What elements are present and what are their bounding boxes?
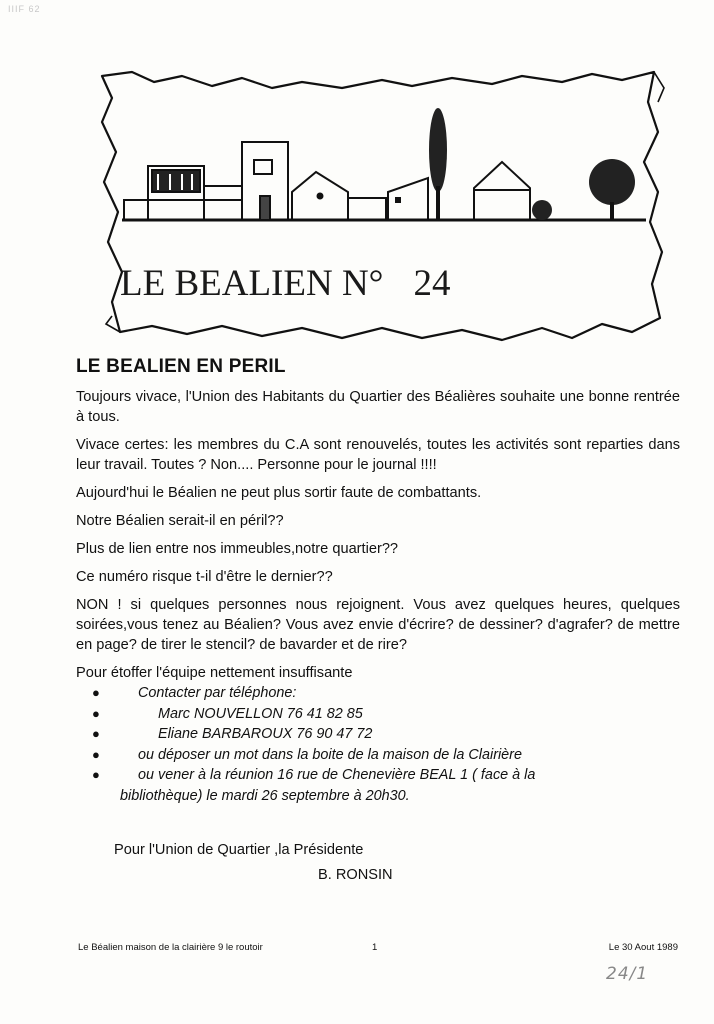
house-right [474, 162, 530, 220]
poplar-tree [429, 108, 447, 220]
article [76, 356, 680, 806]
paragraph-3: Aujourd'hui le Béalien ne peut plus sortir faute de combattants. [76, 485, 482, 501]
phone-label: Contacter par téléphone: [138, 685, 297, 701]
signature-org: Pour l'Union de Quartier ,la Présidente [114, 842, 364, 858]
list-item [76, 745, 680, 766]
bullet-icon: ● [92, 705, 100, 721]
list-item [76, 704, 680, 725]
round-tree [589, 159, 635, 220]
paragraph-6: Ce numéro risque t-il d'être le dernier?? [76, 569, 333, 585]
bullet-icon: ● [92, 726, 100, 741]
paragraph-4: Notre Béalien serait-il en péril?? [76, 513, 284, 529]
deposit-note: ou déposer un mot dans la boite de la maison de la Clairière [138, 746, 522, 763]
paragraph-2: Vivace certes: les membres du C.A sont renouvelés, toutes les activités sont reparties dans leur travail. Toutes ? Non.... Personne pour le journal !!!! [76, 437, 680, 473]
tall-house [242, 142, 288, 220]
masthead-title [120, 262, 450, 305]
masthead-banner [92, 62, 672, 352]
paragraph-1: Toujours vivace, l'Union des Habitants du Quartier des Béalières souhaite une bonne rentrée à tous. [76, 389, 680, 425]
gabled-house [292, 172, 386, 220]
footer-page-number: 1 [372, 942, 378, 953]
issue-number: 24 [413, 263, 451, 304]
bullet-icon: ● [92, 767, 100, 782]
footer-address: Le Béalien maison de la clairière 9 le routoir [78, 942, 263, 953]
contact-person-2: Eliane BARBAROUX 76 90 47 72 [158, 726, 373, 742]
bullet-icon: ● [92, 746, 100, 762]
footer-date: Le 30 Aout 1989 [608, 942, 678, 953]
list-item [76, 724, 680, 745]
handwritten-note: 24/1 [606, 964, 649, 984]
bullet-icon: ● [92, 685, 100, 700]
meeting-line-2: bibliothèque) le mardi 26 septembre à 20h30. [120, 787, 410, 804]
banner-illustration [92, 62, 672, 352]
signature-name: B. RONSIN [318, 867, 393, 883]
bush [532, 200, 552, 220]
paragraph-7: NON ! si quelques personnes nous rejoignent. Vous avez quelques heures, quelques soirées,vous tenez au Béalien? Vous avez envie d'écrire? de dessiner? d'agrafer? de mettre en page? de tirer le stencil? de bavarder et de rire? [76, 597, 680, 653]
paragraph-8: Pour étoffer l'équipe nettement insuffisante [76, 665, 353, 681]
meeting-line-1: ou vener à la réunion 16 rue de Chenevière BEAL 1 ( face à la [138, 767, 536, 783]
article-headline: LE BEALIEN EN PERIL [76, 356, 286, 377]
contact-list [76, 683, 680, 806]
slope-house [388, 178, 428, 220]
scan-corner-mark: IIIF 62 [8, 4, 41, 14]
contact-person-1: Marc NOUVELLON 76 41 82 85 [158, 705, 363, 722]
paragraph-5: Plus de lien entre nos immeubles,notre quartier?? [76, 541, 399, 557]
building-left [148, 166, 204, 220]
list-item [76, 683, 680, 704]
masthead-title-text: LE BEALIEN N° [120, 263, 384, 304]
list-item [76, 765, 680, 806]
